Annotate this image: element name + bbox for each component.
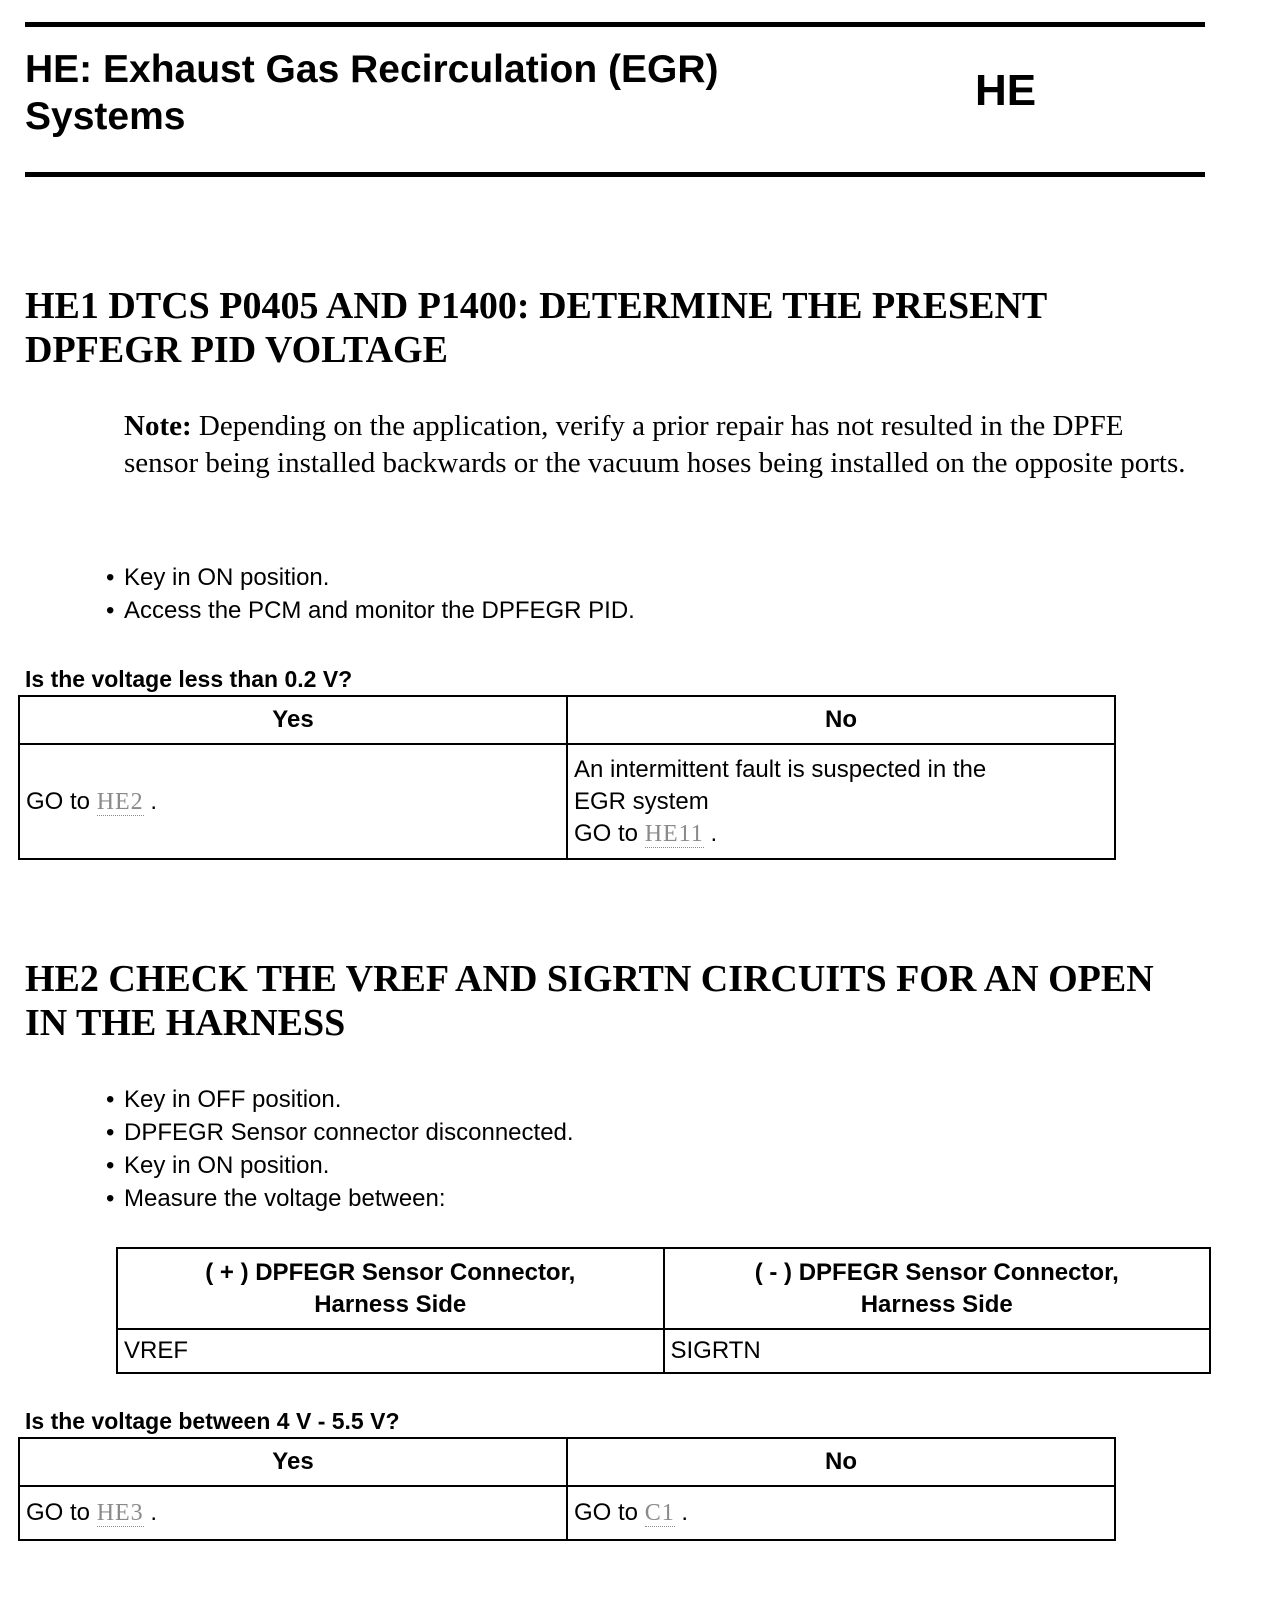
he1-question: Is the voltage less than 0.2 V? xyxy=(25,666,353,692)
yes-header: Yes xyxy=(19,1438,567,1486)
yes-prefix: GO to xyxy=(26,1499,97,1526)
negative-pin-cell: SIGRTN xyxy=(664,1329,1211,1373)
positive-pin-cell: VREF xyxy=(117,1329,664,1373)
negative-probe-header xyxy=(664,1248,1211,1329)
no-cell xyxy=(567,744,1115,859)
bullet-icon: • xyxy=(106,1185,115,1212)
table-row xyxy=(117,1329,1210,1373)
table-header-row xyxy=(19,696,1115,744)
step-text: Measure the voltage between: xyxy=(124,1185,446,1212)
he1-heading-line1: HE1 DTCS P0405 AND P1400: DETERMINE THE PRESENT xyxy=(25,285,1048,327)
note-label: Note: xyxy=(124,410,192,442)
yes-suffix: . xyxy=(143,787,158,815)
list-item xyxy=(106,1182,574,1215)
no-header: No xyxy=(567,1438,1115,1486)
page-title-line1: HE: Exhaust Gas Recirculation (EGR) xyxy=(25,48,719,91)
list-item xyxy=(106,1149,574,1182)
no-suffix: . xyxy=(703,819,718,847)
yes-cell xyxy=(19,744,567,859)
no-prefix: GO to xyxy=(574,819,645,847)
link-c1[interactable]: C1 xyxy=(644,1500,675,1526)
positive-header-line2: Harness Side xyxy=(314,1290,467,1318)
link-he2[interactable]: HE2 xyxy=(96,788,144,815)
step-text: DPFEGR Sensor connector disconnected. xyxy=(124,1119,574,1146)
table-header-row xyxy=(19,1438,1115,1486)
list-item xyxy=(106,561,635,594)
no-text-line1: An intermittent fault is suspected in the xyxy=(574,755,987,783)
list-item xyxy=(106,594,635,627)
bullet-icon: • xyxy=(106,564,115,591)
step-text: Key in ON position. xyxy=(124,564,330,591)
step-text: Access the PCM and monitor the DPFEGR PID. xyxy=(124,597,635,624)
link-he3[interactable]: HE3 xyxy=(96,1500,144,1526)
yes-suffix: . xyxy=(143,1499,158,1526)
section-code: HE xyxy=(975,66,1037,115)
list-item xyxy=(106,1083,574,1116)
yes-header: Yes xyxy=(19,696,567,744)
he2-heading-line1: HE2 CHECK THE VREF AND SIGRTN CIRCUITS FOR AN OPEN xyxy=(25,958,1154,1000)
he2-measurement-table xyxy=(116,1247,1211,1374)
link-he11[interactable]: HE11 xyxy=(644,820,704,847)
header-bottom-rule xyxy=(25,172,1205,177)
yes-prefix: GO to xyxy=(26,787,97,815)
he2-decision-table xyxy=(18,1437,1116,1541)
note-text: Depending on the application, verify a prior repair has not resulted in the DPFE sensor being installed backwards or the vacuum hoses being installed on the opposite ports. xyxy=(124,410,1186,479)
table-row xyxy=(19,1486,1115,1540)
step-text: Key in OFF position. xyxy=(124,1086,342,1113)
he1-decision-table xyxy=(18,695,1116,860)
positive-probe-header xyxy=(117,1248,664,1329)
he1-note xyxy=(124,408,1204,482)
positive-header-line1: ( + ) DPFEGR Sensor Connector, xyxy=(205,1258,576,1286)
negative-header-line2: Harness Side xyxy=(860,1290,1013,1318)
page-title xyxy=(25,46,845,140)
no-header: No xyxy=(567,696,1115,744)
step-text: Key in ON position. xyxy=(124,1152,330,1179)
he1-steps xyxy=(106,561,635,627)
he2-question: Is the voltage between 4 V - 5.5 V? xyxy=(25,1408,400,1434)
he2-steps xyxy=(106,1083,574,1215)
bullet-icon: • xyxy=(106,1119,115,1146)
header-top-rule xyxy=(25,22,1205,27)
no-text-line2: EGR system xyxy=(574,787,709,815)
he1-heading xyxy=(25,284,1205,372)
page-title-line2: Systems xyxy=(25,95,186,138)
table-header-row xyxy=(117,1248,1210,1329)
list-item xyxy=(106,1116,574,1149)
he2-heading-line2: IN THE HARNESS xyxy=(25,1002,346,1044)
table-row xyxy=(19,744,1115,859)
bullet-icon: • xyxy=(106,1086,115,1113)
he1-heading-line2: DPFEGR PID VOLTAGE xyxy=(25,329,448,371)
bullet-icon: • xyxy=(106,1152,115,1179)
bullet-icon: • xyxy=(106,597,115,624)
yes-cell xyxy=(19,1486,567,1540)
no-suffix: . xyxy=(674,1499,689,1526)
no-prefix: GO to xyxy=(574,1499,645,1526)
negative-header-line1: ( - ) DPFEGR Sensor Connector, xyxy=(754,1258,1119,1286)
no-cell xyxy=(567,1486,1115,1540)
he2-heading xyxy=(25,957,1205,1045)
